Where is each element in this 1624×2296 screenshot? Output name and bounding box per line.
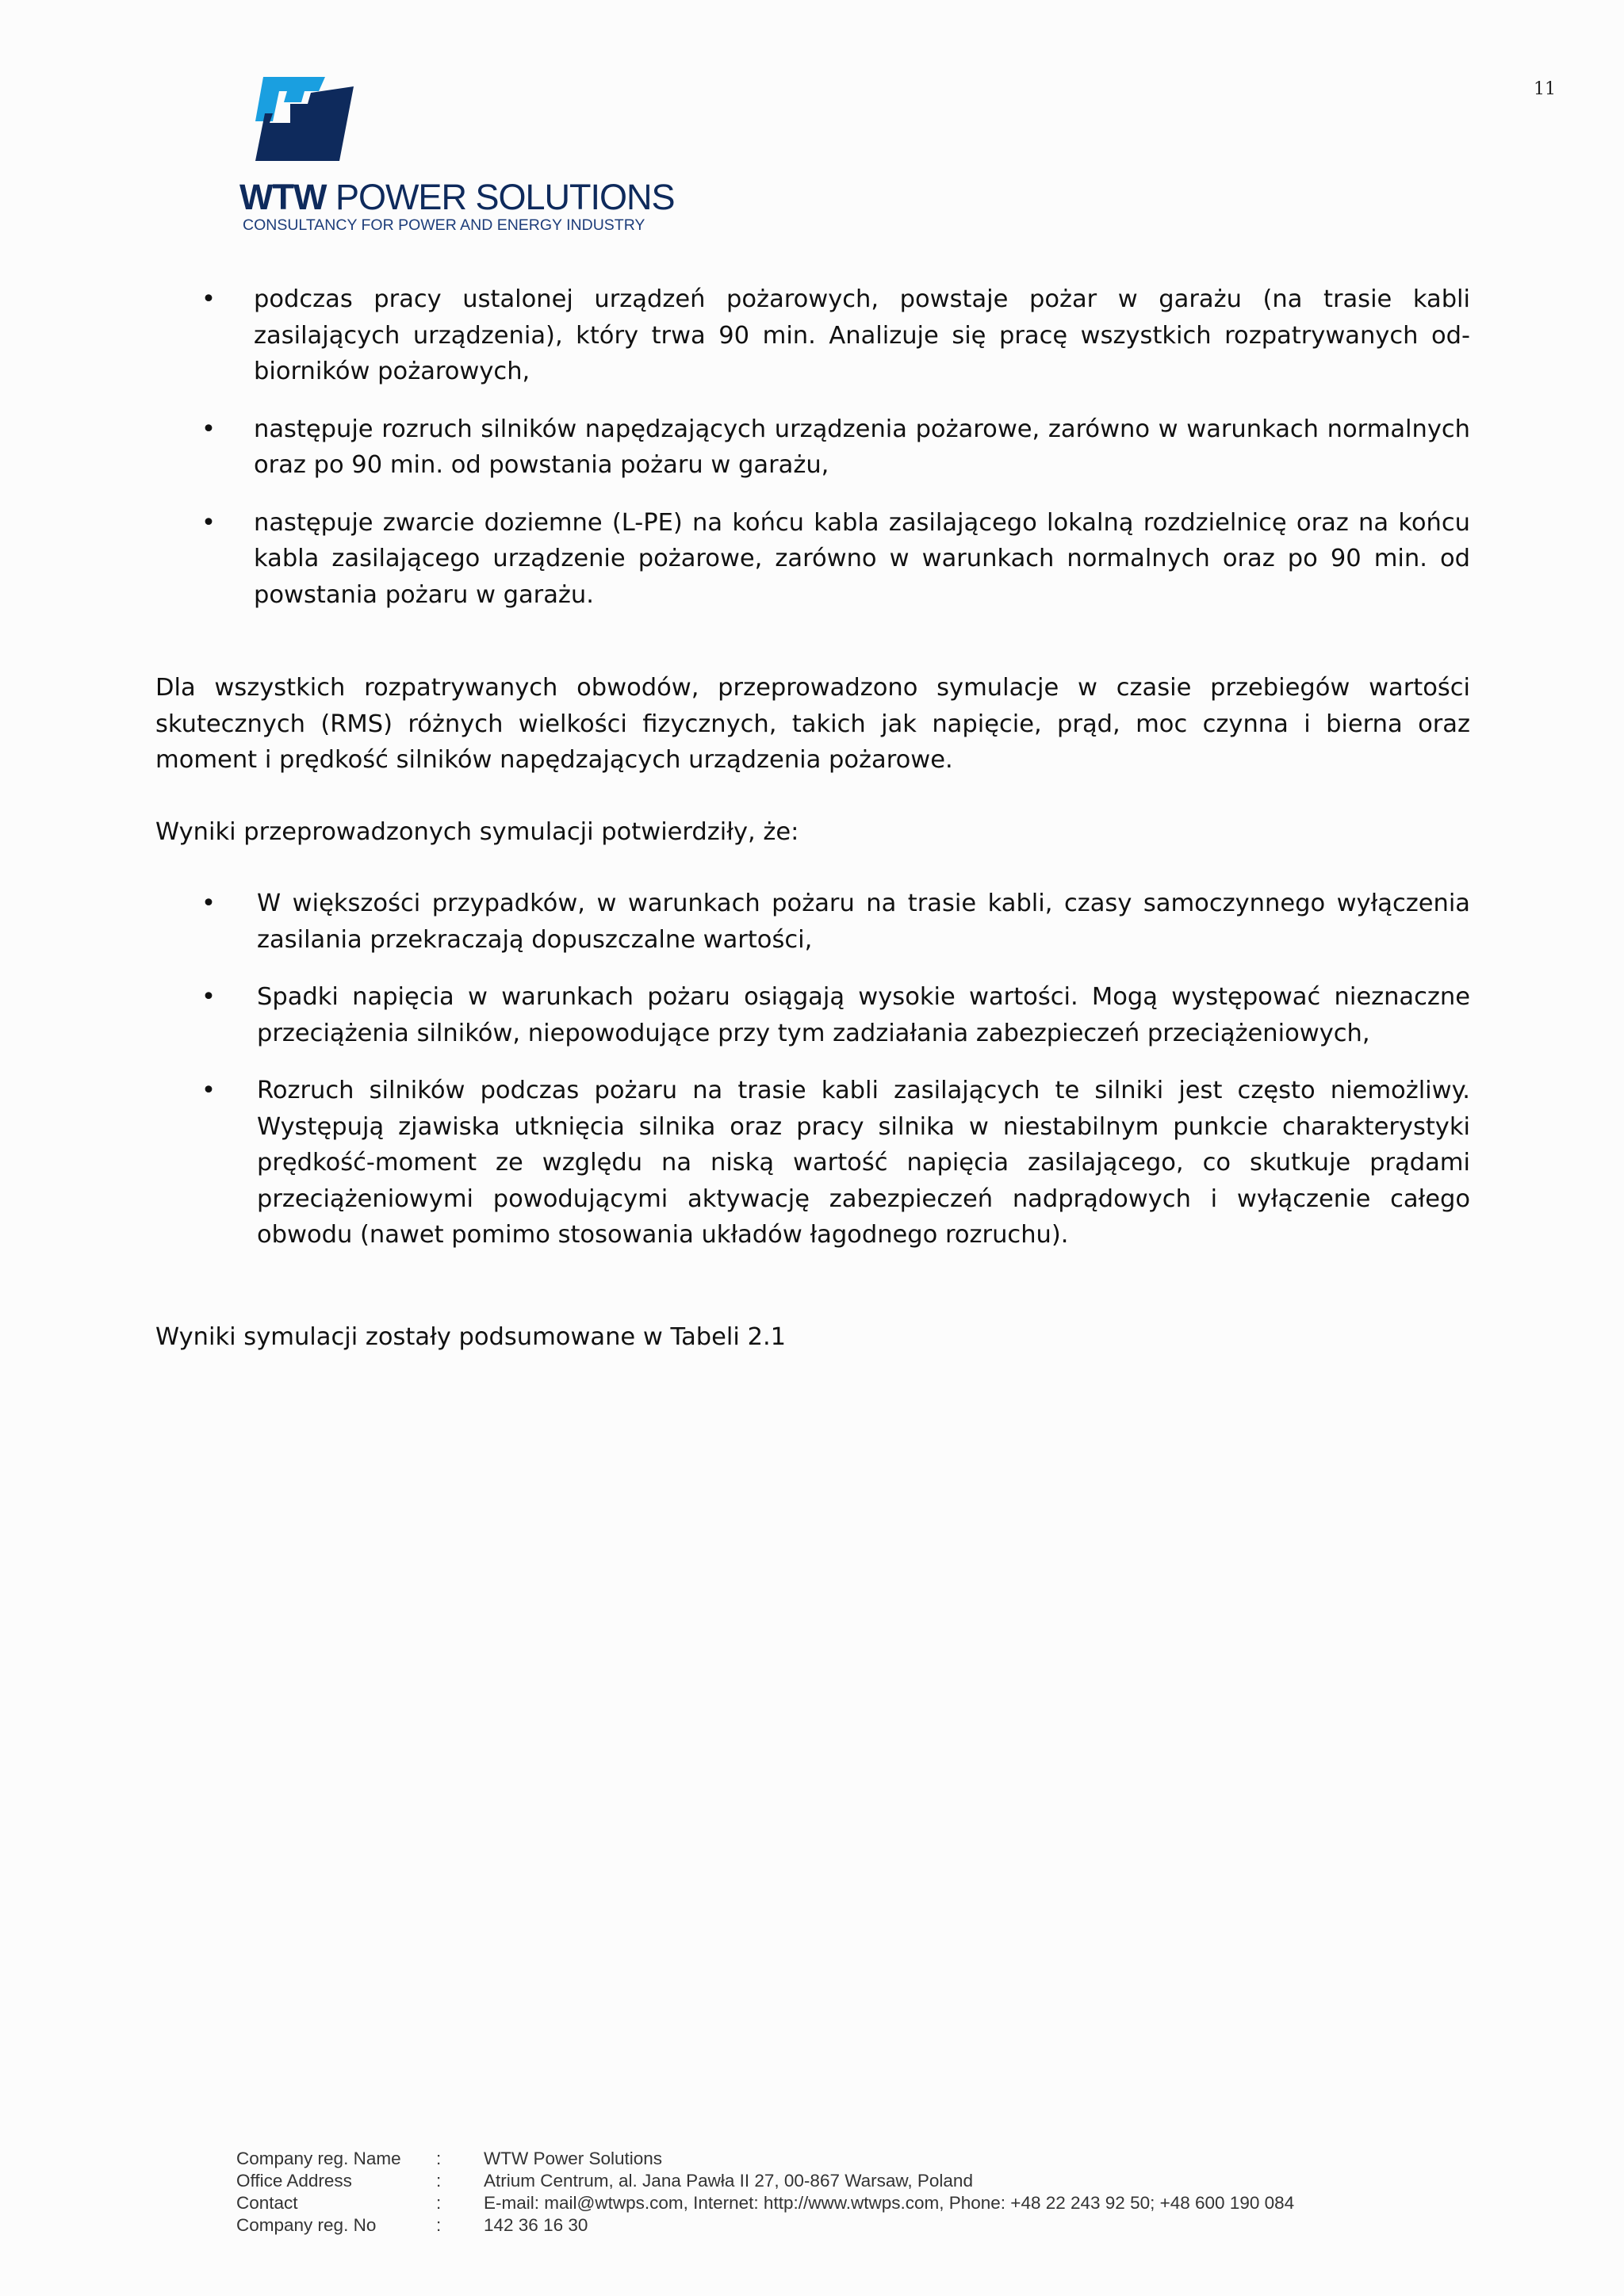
document-body <box>155 281 1470 1355</box>
bullet-icon: • <box>201 1077 216 1104</box>
footer-label: Company reg. No <box>236 2215 377 2235</box>
logo-company-name: WTW POWER SOLUTIONS <box>239 177 675 217</box>
paragraph-summary: Wyniki symulacji zostały podsumowane w Tabeli 2.1 <box>155 1322 787 1351</box>
bullet-list-scenarios <box>155 281 1470 613</box>
footer-separator: : <box>436 2215 442 2235</box>
page-footer <box>236 2148 1294 2237</box>
list-item: • W większości przypadków, w warunkach pożaru na trasie kabli, czasy samoczynnego wyłączenia zasilania przekraczają dopuszczalne wartości, <box>155 886 1470 958</box>
footer-row-contact <box>236 2192 1294 2214</box>
company-logo <box>239 75 684 234</box>
list-item: • Rozruch silników podczas pożaru na trasie kabli zasilających te silniki jest często niemożliwy. Występują zjawiska utknięcia silnika oraz pracy silnika w niestabilnym punkcie charakterystyki prędkość-moment ze względu na niską wartość napięcia zasilającego, co skutkuje prądami przeciążeniowymi powodującymi aktywację zabezpieczeń nadprądowych i wyłączenie całego obwodu (nawet pomimo stosowania układów łagodnego rozruchu). <box>155 1073 1470 1253</box>
footer-label: Contact <box>236 2193 298 2213</box>
paragraph-simulation: Dla wszystkich rozpatrywanych obwodów, przeprowadzono symulacje w czasie przebiegów wartości skutecznych (RMS) różnych wielkości fizycznych, takich jak napięcie, prąd, moc czynna i bierna oraz moment i prędkość silników napędzających urządzenia pożarowe. <box>155 674 1470 774</box>
footer-label: Office Address <box>236 2171 352 2191</box>
bullet-icon: • <box>201 508 216 537</box>
page-number: 11 <box>1534 79 1556 99</box>
list-item: • następuje rozruch silników napędzających urządzenia pożarowe, zarówno w warunkach normalnych oraz po 90 min. od powstania pożaru w garażu, <box>155 411 1470 484</box>
bullet-list-results <box>155 886 1470 1253</box>
footer-value: 142 36 16 30 <box>484 2215 588 2235</box>
logo-mark-icon <box>255 75 366 163</box>
footer-value: Atrium Centrum, al. Jana Pawła II 27, 00-867 Warsaw, Poland <box>484 2171 973 2191</box>
bullet-icon: • <box>201 983 216 1011</box>
list-item: • Spadki napięcia w warunkach pożaru osiągają wysokie wartości. Mogą występować nieznaczne przeciążenia silników, niepowodujące przy tym zadziałania zabezpieczeń przeciążeniowych, <box>155 979 1470 1051</box>
footer-row-office-address <box>236 2170 1294 2192</box>
bullet-icon: • <box>201 415 216 443</box>
footer-separator: : <box>436 2149 442 2168</box>
footer-separator: : <box>436 2193 442 2213</box>
list-item: • podczas pracy ustalonej urządzeń pożarowych, powstaje pożar w garażu (na trasie kabli zasilających urządzenia), który trwa 90 min. Analizuje się pracę wszystkich rozpatrywanych od-biorników pożarowych, <box>155 281 1470 390</box>
footer-value: E-mail: mail@wtwps.com, Internet: http://www.wtwps.com, Phone: +48 22 243 92 50; +48 600 190 084 <box>484 2193 1295 2213</box>
footer-row-company-reg-no <box>236 2214 1294 2237</box>
footer-row-company-name <box>236 2148 1294 2170</box>
list-item: • następuje zwarcie doziemne (L-PE) na końcu kabla zasilającego lokalną rozdzielnicę oraz na końcu kabla zasilającego urządzenie pożarowe, zarówno w warunkach normalnych oraz po 90 min. od powstania pożaru w garażu. <box>155 505 1470 614</box>
bullet-icon: • <box>201 890 216 917</box>
footer-separator: : <box>436 2171 442 2191</box>
bullet-icon: • <box>201 285 216 313</box>
footer-value: WTW Power Solutions <box>484 2149 663 2168</box>
paragraph-results-intro: Wyniki przeprowadzonych symulacji potwierdziły, że: <box>155 817 799 846</box>
footer-label: Company reg. Name <box>236 2149 401 2168</box>
logo-tagline: CONSULTANCY FOR POWER AND ENERGY INDUSTRY <box>243 216 645 234</box>
